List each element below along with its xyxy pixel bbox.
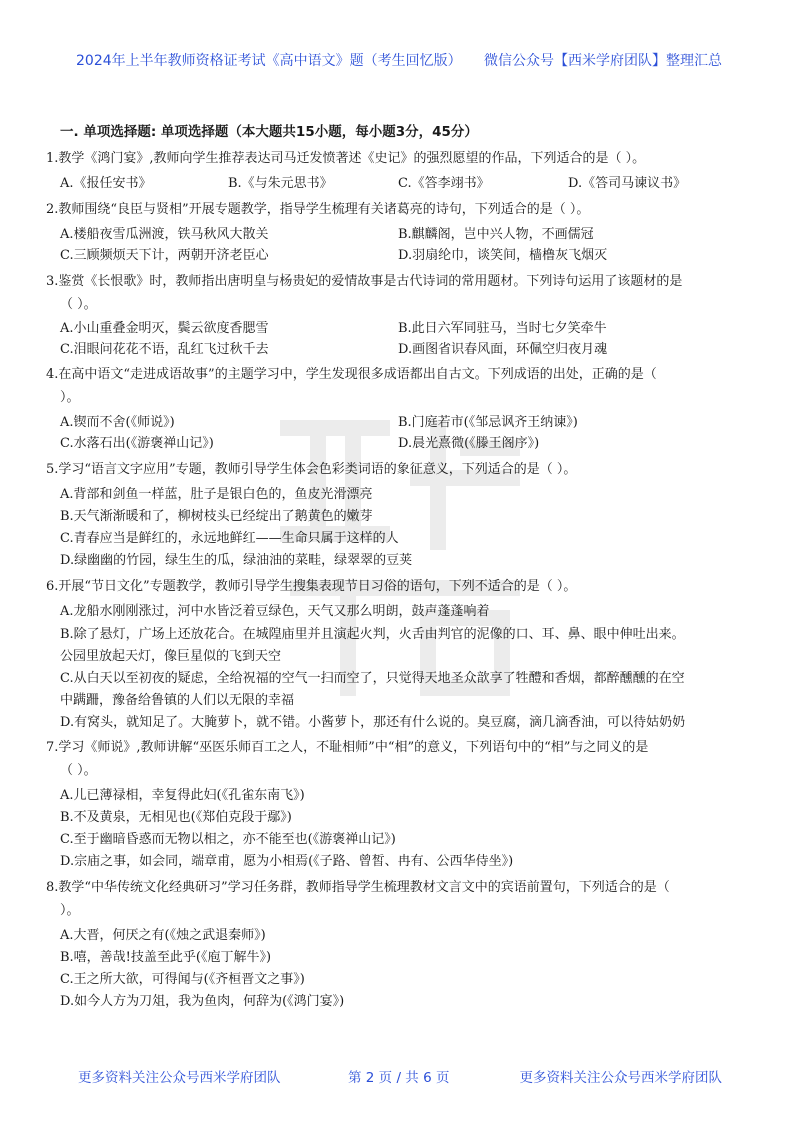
question-8-option-c: C.王之所大欲，可得闻与(《齐桓晋文之事》) bbox=[60, 972, 305, 987]
question-7-stem-cont: （ ）。 bbox=[60, 763, 97, 778]
question-1-option-d: D.《答司马谏议书》 bbox=[568, 176, 687, 191]
question-5-option-d: D.绿幽幽的竹园，绿生生的瓜，绿油油的菜畦，绿翠翠的豆荚 bbox=[60, 553, 413, 568]
question-3-stem-cont: （ ）。 bbox=[60, 297, 97, 312]
question-7-option-b: B.不及黄泉，无相见也(《郑伯克段于鄢》) bbox=[60, 810, 292, 825]
question-6-option-b: B.除了悬灯，广场上还放花合。在城隍庙里并且演起火判，火舌由判官的泥像的口、耳、鼻、眼中伸吐出来。 bbox=[60, 627, 685, 642]
question-8-stem-cont: ）。 bbox=[60, 903, 80, 918]
question-5-option-a: A.背部和剑鱼一样蓝，肚子是银白色的，鱼皮光滑漂亮 bbox=[60, 487, 373, 502]
section-title: 一. 单项选择题: 单项选择题（本大题共15小题，每小题3分，45分） bbox=[60, 124, 478, 140]
question-6-option-c-cont: 中蹒跚，豫备给鲁镇的人们以无限的幸福 bbox=[60, 693, 295, 708]
question-2-stem: 2.教师围绕“良臣与贤相”开展专题教学，指导学生梳理有关诸葛亮的诗句，下列适合的是（ ）。 bbox=[46, 202, 590, 217]
question-1-stem: 1.教学《鸿门宴》,教师向学生推荐表达司马迁发愤著述《史记》的强烈愿望的作品，下列适合的是（ ）。 bbox=[46, 151, 646, 166]
question-4-option-d: D.晨光熹微(《滕王阁序》) bbox=[398, 436, 540, 451]
header-right: 微信公众号【西米学府团队】整理汇总 bbox=[484, 53, 722, 69]
question-5-stem: 5.学习“语言文字应用”专题，教师引导学生体会色彩类词语的象征意义，下列适合的是（ ）。 bbox=[46, 462, 577, 477]
question-4-option-b: B.门庭若市(《邹忌讽齐王纳谏》) bbox=[398, 415, 578, 430]
question-2-option-d: D.羽扇纶巾，谈笑间，樯橹灰飞烟灭 bbox=[398, 248, 608, 263]
question-3-stem: 3.鉴赏《长恨歌》时，教师指出唐明皇与杨贵妃的爱情故事是古代诗词的常用题材。下列诗句运用了该题材的是 bbox=[46, 274, 683, 289]
question-5-option-b: B.天气渐渐暖和了，柳树枝头已经绽出了鹅黄色的嫩芽 bbox=[60, 509, 373, 524]
question-1-option-a: A.《报任安书》 bbox=[60, 176, 152, 191]
question-6-option-b-cont: 公园里放起天灯，像巨星似的飞到天空 bbox=[60, 649, 282, 664]
question-1-option-b: B.《与朱元思书》 bbox=[228, 176, 333, 191]
question-7-option-a: A.儿已薄禄相，幸复得此妇(《孔雀东南飞》) bbox=[60, 788, 305, 803]
header-left: 2024年上半年教师资格证考试《高中语文》题（考生回忆版） bbox=[76, 53, 462, 69]
question-7-stem: 7.学习《师说》,教师讲解“巫医乐师百工之人，不耻相师”中“相”的意义，下列语句中的“相”与之同义的是 bbox=[46, 740, 649, 755]
question-8-option-a: A.大晋，何厌之有(《烛之武退秦师》) bbox=[60, 928, 266, 943]
question-1-option-c: C.《答李翊书》 bbox=[398, 176, 490, 191]
question-8-stem: 8.教学“中华传统文化经典研习”学习任务群，教师指导学生梳理教材文言文中的宾语前置句，下列适合的是（ bbox=[46, 880, 670, 895]
question-8-option-b: B.嘻，善哉!技盖至此乎(《庖丁解牛》) bbox=[60, 950, 272, 965]
question-4-stem-cont: ）。 bbox=[60, 390, 80, 405]
question-7-option-c: C.至于幽暗昏惑而无物以相之，亦不能至也(《游褒禅山记》) bbox=[60, 832, 396, 847]
question-6-stem: 6.开展“节日文化”专题教学，教师引导学生搜集表现节日习俗的语句，下列不适合的是（ ）。 bbox=[46, 579, 577, 594]
question-3-option-c: C.泪眼问花花不语，乱红飞过秋千去 bbox=[60, 342, 269, 357]
question-2-option-b: B.麒麟阁，岂中兴人物，不画儒冠 bbox=[398, 227, 594, 242]
question-6-option-c: C.从白天以至初夜的疑虑，全给祝福的空气一扫而空了，只觉得天地圣众歆享了牲醴和香烟，都醉醺醺的在空 bbox=[60, 671, 685, 686]
footer-page-number: 第 2 页 / 共 6 页 bbox=[348, 1070, 450, 1086]
question-3-option-d: D.画图省识春风面，环佩空归夜月魂 bbox=[398, 342, 608, 357]
question-4-option-c: C.水落石出(《游褒禅山记》) bbox=[60, 436, 214, 451]
question-5-option-c: C.青春应当是鲜红的，永远地鲜红——生命只属于这样的人 bbox=[60, 531, 399, 546]
question-3-option-b: B.此日六军同驻马，当时七夕笑牵牛 bbox=[398, 321, 607, 336]
question-4-option-a: A.锲而不舍(《师说》) bbox=[60, 415, 175, 430]
question-8-option-d: D.如今人方为刀俎，我为鱼肉，何辞为(《鸿门宴》) bbox=[60, 994, 345, 1009]
question-7-option-d: D.宗庙之事，如会同，端章甫，愿为小相焉(《子路、曾皙、冉有、公西华侍坐》) bbox=[60, 854, 514, 869]
footer-right: 更多资料关注公众号西米学府团队 bbox=[519, 1070, 722, 1086]
question-6-option-d: D.有窝头，就知足了。大腌萝卜，就不错。小酱萝卜，那还有什么说的。臭豆腐，滴几滴香油，可以待姑奶奶 bbox=[60, 715, 686, 730]
question-2-option-a: A.楼船夜雪瓜洲渡，铁马秋风大散关 bbox=[60, 227, 269, 242]
question-3-option-a: A.小山重叠金明灭，鬓云欲度香腮雪 bbox=[60, 321, 269, 336]
question-6-option-a: A.龙船水刚刚涨过，河中水皆泛着豆绿色，天气又那么明朗，鼓声蓬蓬响着 bbox=[60, 604, 490, 619]
question-2-option-c: C.三顾频烦天下计，两朝开济老臣心 bbox=[60, 248, 269, 263]
footer-left: 更多资料关注公众号西米学府团队 bbox=[78, 1070, 281, 1086]
question-4-stem: 4.在高中语文“走进成语故事”的主题学习中，学生发现很多成语都出自古文。下列成语的出处，正确的是（ bbox=[46, 367, 657, 382]
